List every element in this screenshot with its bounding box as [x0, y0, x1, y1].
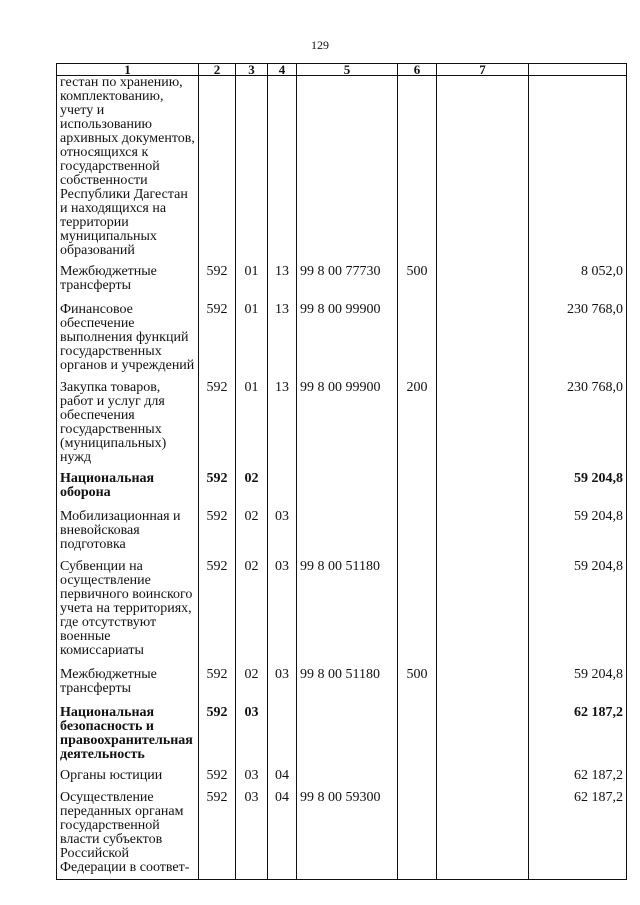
col-header-3: 3 — [236, 64, 268, 76]
row-col-6: 200 — [398, 374, 437, 465]
col-header-5: 5 — [297, 64, 398, 76]
row-amount: 59 204,8 — [529, 465, 627, 503]
row-name: гестан по хранению, комплектованию, учету и использованию архивных документов, относящихся к государственной собственности Республики Дагестан и находящихся на территории муниципальных образований — [57, 76, 199, 259]
row-col-4: 03 — [268, 553, 297, 661]
row-col-6 — [398, 503, 437, 553]
header-row — [57, 64, 627, 76]
row-col-7 — [437, 762, 529, 784]
row-col-4: 13 — [268, 258, 297, 296]
table-row — [57, 661, 627, 699]
row-col-2: 592 — [199, 503, 236, 553]
row-col-2: 592 — [199, 296, 236, 374]
row-col-5: 99 8 00 99900 — [297, 296, 398, 374]
row-col-4 — [268, 465, 297, 503]
table-row — [57, 699, 627, 762]
col-header-6: 6 — [398, 64, 437, 76]
row-name: Финансовое обеспечение выполнения функций государственных органов и учреждений — [57, 296, 199, 374]
row-col-2: 592 — [199, 784, 236, 879]
table-row — [57, 503, 627, 553]
row-name: Мобилизационная и вневойсковая подготовка — [57, 503, 199, 553]
row-col-7 — [437, 699, 529, 762]
table-row — [57, 784, 627, 879]
row-name: Осуществление переданных органам государственной власти субъектов Российской Федерации в соответ- — [57, 784, 199, 879]
row-col-2: 592 — [199, 553, 236, 661]
col-header-7: 7 — [437, 64, 529, 76]
row-name: Национальная безопасность и правоохранительная деятельность — [57, 699, 199, 762]
row-col-5: 99 8 00 77730 — [297, 258, 398, 296]
row-amount: 62 187,2 — [529, 762, 627, 784]
row-col-7 — [437, 553, 529, 661]
budget-table — [56, 63, 627, 880]
row-col-3: 01 — [236, 258, 268, 296]
row-col-6 — [398, 784, 437, 879]
row-amount: 8 052,0 — [529, 258, 627, 296]
row-col-6 — [398, 76, 437, 259]
row-col-7 — [437, 465, 529, 503]
row-col-6 — [398, 699, 437, 762]
row-col-7 — [437, 784, 529, 879]
row-amount — [529, 76, 627, 259]
row-col-3: 02 — [236, 465, 268, 503]
row-col-2: 592 — [199, 699, 236, 762]
row-col-6 — [398, 762, 437, 784]
row-amount: 59 204,8 — [529, 503, 627, 553]
row-col-6 — [398, 465, 437, 503]
row-amount: 59 204,8 — [529, 661, 627, 699]
row-col-2: 592 — [199, 374, 236, 465]
table-row — [57, 762, 627, 784]
row-col-7 — [437, 296, 529, 374]
row-name: Субвенции на осуществление первичного воинского учета на территориях, где отсутствуют военные комиссариаты — [57, 553, 199, 661]
row-col-3: 02 — [236, 553, 268, 661]
row-col-7 — [437, 661, 529, 699]
row-name: Органы юстиции — [57, 762, 199, 784]
row-amount: 230 768,0 — [529, 374, 627, 465]
row-col-6 — [398, 553, 437, 661]
table-row — [57, 258, 627, 296]
row-col-5 — [297, 503, 398, 553]
row-col-5: 99 8 00 99900 — [297, 374, 398, 465]
row-col-4 — [268, 76, 297, 259]
row-col-6: 500 — [398, 661, 437, 699]
row-col-4: 13 — [268, 296, 297, 374]
row-col-4: 04 — [268, 762, 297, 784]
row-col-4: 13 — [268, 374, 297, 465]
row-name: Закупка товаров, работ и услуг для обеспечения государственных (муниципальных) нужд — [57, 374, 199, 465]
row-amount: 230 768,0 — [529, 296, 627, 374]
col-header-4: 4 — [268, 64, 297, 76]
col-header-8 — [529, 64, 627, 76]
row-col-2: 592 — [199, 465, 236, 503]
row-col-6: 500 — [398, 258, 437, 296]
row-col-5: 99 8 00 59300 — [297, 784, 398, 879]
row-col-3: 02 — [236, 503, 268, 553]
row-amount: 62 187,2 — [529, 784, 627, 879]
row-name: Межбюджетные трансферты — [57, 661, 199, 699]
col-header-2: 2 — [199, 64, 236, 76]
row-col-3: 03 — [236, 699, 268, 762]
row-col-7 — [437, 374, 529, 465]
row-col-4 — [268, 699, 297, 762]
table-row — [57, 374, 627, 465]
row-col-4: 04 — [268, 784, 297, 879]
table-row — [57, 76, 627, 259]
row-col-7 — [437, 258, 529, 296]
row-col-3: 01 — [236, 374, 268, 465]
table-row — [57, 465, 627, 503]
row-col-3: 03 — [236, 784, 268, 879]
row-col-2: 592 — [199, 661, 236, 699]
row-name: Межбюджетные трансферты — [57, 258, 199, 296]
row-col-5: 99 8 00 51180 — [297, 661, 398, 699]
row-col-5 — [297, 465, 398, 503]
row-col-5: 99 8 00 51180 — [297, 553, 398, 661]
row-amount: 62 187,2 — [529, 699, 627, 762]
row-col-7 — [437, 76, 529, 259]
row-col-4: 03 — [268, 503, 297, 553]
row-col-3 — [236, 76, 268, 259]
row-col-5 — [297, 699, 398, 762]
row-amount: 59 204,8 — [529, 553, 627, 661]
col-header-1: 1 — [57, 64, 199, 76]
row-col-4: 03 — [268, 661, 297, 699]
row-col-3: 01 — [236, 296, 268, 374]
row-col-7 — [437, 503, 529, 553]
row-name: Национальная оборона — [57, 465, 199, 503]
row-col-5 — [297, 762, 398, 784]
row-col-5 — [297, 76, 398, 259]
row-col-3: 03 — [236, 762, 268, 784]
table-row — [57, 296, 627, 374]
table-row — [57, 553, 627, 661]
row-col-2 — [199, 76, 236, 259]
row-col-2: 592 — [199, 258, 236, 296]
page-number: 129 — [311, 38, 329, 52]
row-col-6 — [398, 296, 437, 374]
row-col-2: 592 — [199, 762, 236, 784]
row-col-3: 02 — [236, 661, 268, 699]
